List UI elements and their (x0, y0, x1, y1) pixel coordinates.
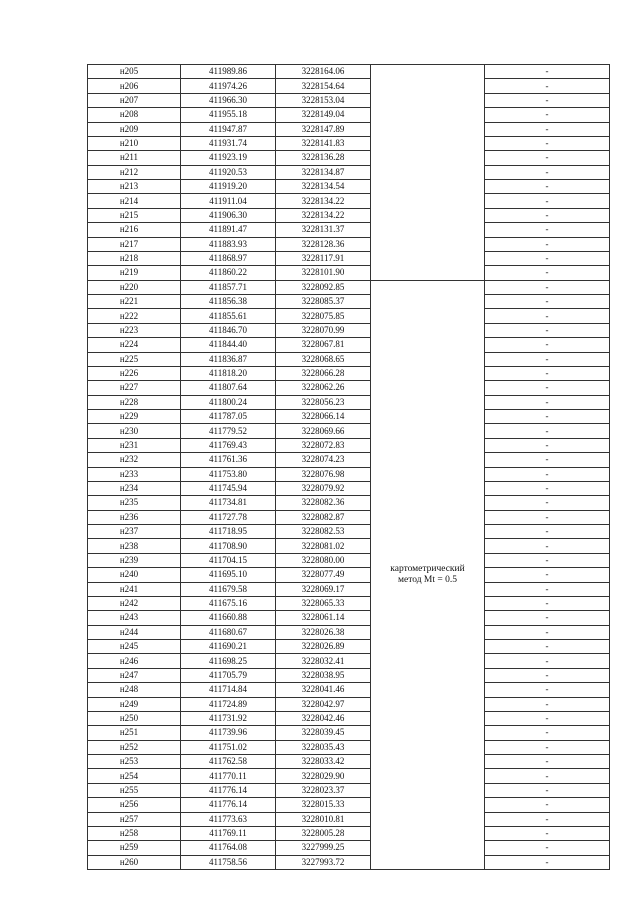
point-id-cell: н259 (88, 841, 181, 855)
error-cell: - (485, 251, 610, 265)
method-cell-upper (371, 65, 485, 281)
point-id-cell: н241 (88, 582, 181, 596)
table-row (88, 755, 610, 769)
x-coordinate-cell: 411906.30 (181, 208, 276, 222)
table-row (88, 266, 610, 280)
point-id-cell: н219 (88, 266, 181, 280)
y-coordinate-cell: 3228164.06 (276, 65, 371, 79)
y-coordinate-cell: 3228081.02 (276, 539, 371, 553)
y-coordinate-cell: 3227999.25 (276, 841, 371, 855)
table-row (88, 180, 610, 194)
error-cell: - (485, 438, 610, 452)
x-coordinate-cell: 411745.94 (181, 481, 276, 495)
table-row (88, 697, 610, 711)
y-coordinate-cell: 3228082.36 (276, 496, 371, 510)
table-row (88, 783, 610, 797)
y-coordinate-cell: 3228136.28 (276, 151, 371, 165)
table-row (88, 309, 610, 323)
y-coordinate-cell: 3228038.95 (276, 668, 371, 682)
x-coordinate-cell: 411776.14 (181, 783, 276, 797)
table-row (88, 165, 610, 179)
y-coordinate-cell: 3228066.28 (276, 366, 371, 380)
point-id-cell: н258 (88, 826, 181, 840)
table-row (88, 525, 610, 539)
x-coordinate-cell: 411868.97 (181, 251, 276, 265)
error-cell: - (485, 539, 610, 553)
x-coordinate-cell: 411818.20 (181, 366, 276, 380)
table-row (88, 79, 610, 93)
point-id-cell: н257 (88, 812, 181, 826)
error-cell: - (485, 568, 610, 582)
y-coordinate-cell: 3228128.36 (276, 237, 371, 251)
y-coordinate-cell: 3228010.81 (276, 812, 371, 826)
point-id-cell: н229 (88, 410, 181, 424)
table-row (88, 424, 610, 438)
point-id-cell: н212 (88, 165, 181, 179)
table-row (88, 841, 610, 855)
error-cell: - (485, 151, 610, 165)
x-coordinate-cell: 411704.15 (181, 553, 276, 567)
y-coordinate-cell: 3228154.64 (276, 79, 371, 93)
point-id-cell: н252 (88, 740, 181, 754)
error-cell: - (485, 453, 610, 467)
point-id-cell: н209 (88, 122, 181, 136)
x-coordinate-cell: 411779.52 (181, 424, 276, 438)
table-row (88, 611, 610, 625)
error-cell: - (485, 338, 610, 352)
error-cell: - (485, 812, 610, 826)
y-coordinate-cell: 3228147.89 (276, 122, 371, 136)
table-row (88, 467, 610, 481)
error-cell: - (485, 352, 610, 366)
point-id-cell: н254 (88, 769, 181, 783)
point-id-cell: н214 (88, 194, 181, 208)
point-id-cell: н230 (88, 424, 181, 438)
x-coordinate-cell: 411727.78 (181, 510, 276, 524)
x-coordinate-cell: 411857.71 (181, 280, 276, 294)
error-cell: - (485, 553, 610, 567)
point-id-cell: н218 (88, 251, 181, 265)
y-coordinate-cell: 3228005.28 (276, 826, 371, 840)
table-row (88, 539, 610, 553)
point-id-cell: н253 (88, 755, 181, 769)
point-id-cell: н231 (88, 438, 181, 452)
error-cell: - (485, 611, 610, 625)
error-cell: - (485, 366, 610, 380)
point-id-cell: н226 (88, 366, 181, 380)
x-coordinate-cell: 411698.25 (181, 654, 276, 668)
x-coordinate-cell: 411947.87 (181, 122, 276, 136)
y-coordinate-cell: 3228131.37 (276, 223, 371, 237)
y-coordinate-cell: 3228080.00 (276, 553, 371, 567)
error-cell: - (485, 826, 610, 840)
x-coordinate-cell: 411856.38 (181, 295, 276, 309)
x-coordinate-cell: 411769.43 (181, 438, 276, 452)
table-row (88, 237, 610, 251)
x-coordinate-cell: 411751.02 (181, 740, 276, 754)
y-coordinate-cell: 3228074.23 (276, 453, 371, 467)
table-row (88, 295, 610, 309)
error-cell: - (485, 208, 610, 222)
table-row (88, 798, 610, 812)
error-cell: - (485, 640, 610, 654)
error-cell: - (485, 108, 610, 122)
point-id-cell: н228 (88, 395, 181, 409)
error-cell: - (485, 496, 610, 510)
point-id-cell: н225 (88, 352, 181, 366)
table-row (88, 194, 610, 208)
x-coordinate-cell: 411764.08 (181, 841, 276, 855)
y-coordinate-cell: 3228032.41 (276, 654, 371, 668)
y-coordinate-cell: 3228134.87 (276, 165, 371, 179)
table-row (88, 654, 610, 668)
point-id-cell: н238 (88, 539, 181, 553)
error-cell: - (485, 582, 610, 596)
x-coordinate-cell: 411714.84 (181, 683, 276, 697)
error-cell: - (485, 165, 610, 179)
point-id-cell: н235 (88, 496, 181, 510)
x-coordinate-cell: 411955.18 (181, 108, 276, 122)
y-coordinate-cell: 3228077.49 (276, 568, 371, 582)
y-coordinate-cell: 3228085.37 (276, 295, 371, 309)
point-id-cell: н251 (88, 726, 181, 740)
error-cell: - (485, 266, 610, 280)
error-cell: - (485, 237, 610, 251)
point-id-cell: н223 (88, 323, 181, 337)
point-id-cell: н237 (88, 525, 181, 539)
x-coordinate-cell: 411679.58 (181, 582, 276, 596)
x-coordinate-cell: 411919.20 (181, 180, 276, 194)
table-row (88, 280, 610, 294)
error-cell: - (485, 136, 610, 150)
y-coordinate-cell: 3228134.54 (276, 180, 371, 194)
x-coordinate-cell: 411989.86 (181, 65, 276, 79)
point-id-cell: н240 (88, 568, 181, 582)
error-cell: - (485, 596, 610, 610)
table-row (88, 151, 610, 165)
point-id-cell: н206 (88, 79, 181, 93)
error-cell: - (485, 223, 610, 237)
point-id-cell: н236 (88, 510, 181, 524)
table-row (88, 568, 610, 582)
table-row (88, 323, 610, 337)
y-coordinate-cell: 3228061.14 (276, 611, 371, 625)
y-coordinate-cell: 3228101.90 (276, 266, 371, 280)
x-coordinate-cell: 411718.95 (181, 525, 276, 539)
error-cell: - (485, 769, 610, 783)
x-coordinate-cell: 411690.21 (181, 640, 276, 654)
error-cell: - (485, 711, 610, 725)
x-coordinate-cell: 411860.22 (181, 266, 276, 280)
error-cell: - (485, 683, 610, 697)
x-coordinate-cell: 411770.11 (181, 769, 276, 783)
table-row (88, 812, 610, 826)
point-id-cell: н244 (88, 625, 181, 639)
error-cell: - (485, 755, 610, 769)
y-coordinate-cell: 3228029.90 (276, 769, 371, 783)
point-id-cell: н227 (88, 381, 181, 395)
table-row (88, 65, 610, 79)
point-id-cell: н232 (88, 453, 181, 467)
y-coordinate-cell: 3228141.83 (276, 136, 371, 150)
error-cell: - (485, 625, 610, 639)
x-coordinate-cell: 411761.36 (181, 453, 276, 467)
point-id-cell: н217 (88, 237, 181, 251)
table-row (88, 510, 610, 524)
point-id-cell: н249 (88, 697, 181, 711)
y-coordinate-cell: 3228042.97 (276, 697, 371, 711)
x-coordinate-cell: 411911.04 (181, 194, 276, 208)
x-coordinate-cell: 411920.53 (181, 165, 276, 179)
table-row (88, 338, 610, 352)
error-cell: - (485, 798, 610, 812)
y-coordinate-cell: 3228070.99 (276, 323, 371, 337)
y-coordinate-cell: 3228041.46 (276, 683, 371, 697)
x-coordinate-cell: 411660.88 (181, 611, 276, 625)
y-coordinate-cell: 3228149.04 (276, 108, 371, 122)
point-id-cell: н245 (88, 640, 181, 654)
x-coordinate-cell: 411773.63 (181, 812, 276, 826)
x-coordinate-cell: 411675.16 (181, 596, 276, 610)
error-cell: - (485, 855, 610, 869)
error-cell: - (485, 410, 610, 424)
y-coordinate-cell: 3227993.72 (276, 855, 371, 869)
x-coordinate-cell: 411966.30 (181, 93, 276, 107)
error-cell: - (485, 280, 610, 294)
table-row (88, 496, 610, 510)
table-row (88, 726, 610, 740)
point-id-cell: н216 (88, 223, 181, 237)
y-coordinate-cell: 3228134.22 (276, 208, 371, 222)
error-cell: - (485, 525, 610, 539)
method-label-line2: метод Mt = 0.5 (397, 574, 457, 585)
x-coordinate-cell: 411855.61 (181, 309, 276, 323)
x-coordinate-cell: 411807.64 (181, 381, 276, 395)
error-cell: - (485, 93, 610, 107)
x-coordinate-cell: 411708.90 (181, 539, 276, 553)
x-coordinate-cell: 411762.58 (181, 755, 276, 769)
error-cell: - (485, 323, 610, 337)
method-label-line1: картометрический (390, 563, 465, 574)
y-coordinate-cell: 3228069.17 (276, 582, 371, 596)
error-cell: - (485, 424, 610, 438)
point-id-cell: н221 (88, 295, 181, 309)
error-cell: - (485, 395, 610, 409)
coordinates-table (87, 64, 610, 870)
point-id-cell: н210 (88, 136, 181, 150)
table-row (88, 453, 610, 467)
point-id-cell: н205 (88, 65, 181, 79)
table-row (88, 683, 610, 697)
error-cell: - (485, 180, 610, 194)
x-coordinate-cell: 411800.24 (181, 395, 276, 409)
table-row (88, 582, 610, 596)
y-coordinate-cell: 3228026.89 (276, 640, 371, 654)
x-coordinate-cell: 411695.10 (181, 568, 276, 582)
method-cell (371, 280, 485, 869)
point-id-cell: н207 (88, 93, 181, 107)
error-cell: - (485, 783, 610, 797)
error-cell: - (485, 841, 610, 855)
table-row (88, 596, 610, 610)
y-coordinate-cell: 3228042.46 (276, 711, 371, 725)
table-row (88, 553, 610, 567)
table-row (88, 366, 610, 380)
table-row (88, 711, 610, 725)
y-coordinate-cell: 3228076.98 (276, 467, 371, 481)
x-coordinate-cell: 411776.14 (181, 798, 276, 812)
point-id-cell: н256 (88, 798, 181, 812)
point-id-cell: н239 (88, 553, 181, 567)
point-id-cell: н234 (88, 481, 181, 495)
x-coordinate-cell: 411931.74 (181, 136, 276, 150)
x-coordinate-cell: 411844.40 (181, 338, 276, 352)
error-cell: - (485, 467, 610, 481)
table-row (88, 136, 610, 150)
point-id-cell: н260 (88, 855, 181, 869)
x-coordinate-cell: 411758.56 (181, 855, 276, 869)
y-coordinate-cell: 3228015.33 (276, 798, 371, 812)
table-row (88, 410, 610, 424)
coordinates-table-body (88, 65, 610, 870)
y-coordinate-cell: 3228082.53 (276, 525, 371, 539)
point-id-cell: н208 (88, 108, 181, 122)
point-id-cell: н222 (88, 309, 181, 323)
point-id-cell: н211 (88, 151, 181, 165)
y-coordinate-cell: 3228069.66 (276, 424, 371, 438)
error-cell: - (485, 668, 610, 682)
table-row (88, 208, 610, 222)
x-coordinate-cell: 411739.96 (181, 726, 276, 740)
x-coordinate-cell: 411753.80 (181, 467, 276, 481)
point-id-cell: н243 (88, 611, 181, 625)
x-coordinate-cell: 411705.79 (181, 668, 276, 682)
error-cell: - (485, 481, 610, 495)
error-cell: - (485, 510, 610, 524)
point-id-cell: н246 (88, 654, 181, 668)
y-coordinate-cell: 3228056.23 (276, 395, 371, 409)
error-cell: - (485, 726, 610, 740)
table-row (88, 223, 610, 237)
table-row (88, 108, 610, 122)
error-cell: - (485, 309, 610, 323)
x-coordinate-cell: 411724.89 (181, 697, 276, 711)
y-coordinate-cell: 3228134.22 (276, 194, 371, 208)
point-id-cell: н247 (88, 668, 181, 682)
y-coordinate-cell: 3228066.14 (276, 410, 371, 424)
y-coordinate-cell: 3228082.87 (276, 510, 371, 524)
x-coordinate-cell: 411680.67 (181, 625, 276, 639)
y-coordinate-cell: 3228068.65 (276, 352, 371, 366)
table-row (88, 395, 610, 409)
y-coordinate-cell: 3228023.37 (276, 783, 371, 797)
y-coordinate-cell: 3228033.42 (276, 755, 371, 769)
point-id-cell: н233 (88, 467, 181, 481)
x-coordinate-cell: 411891.47 (181, 223, 276, 237)
point-id-cell: н242 (88, 596, 181, 610)
point-id-cell: н213 (88, 180, 181, 194)
table-row (88, 640, 610, 654)
point-id-cell: н224 (88, 338, 181, 352)
error-cell: - (485, 65, 610, 79)
table-row (88, 740, 610, 754)
x-coordinate-cell: 411769.11 (181, 826, 276, 840)
error-cell: - (485, 381, 610, 395)
point-id-cell: н250 (88, 711, 181, 725)
y-coordinate-cell: 3228039.45 (276, 726, 371, 740)
table-row (88, 352, 610, 366)
table-row (88, 625, 610, 639)
table-row (88, 668, 610, 682)
table-row (88, 122, 610, 136)
table-row (88, 438, 610, 452)
point-id-cell: н255 (88, 783, 181, 797)
x-coordinate-cell: 411846.70 (181, 323, 276, 337)
point-id-cell: н215 (88, 208, 181, 222)
x-coordinate-cell: 411787.05 (181, 410, 276, 424)
y-coordinate-cell: 3228062.26 (276, 381, 371, 395)
table-row (88, 381, 610, 395)
y-coordinate-cell: 3228079.92 (276, 481, 371, 495)
x-coordinate-cell: 411923.19 (181, 151, 276, 165)
x-coordinate-cell: 411883.93 (181, 237, 276, 251)
error-cell: - (485, 79, 610, 93)
y-coordinate-cell: 3228075.85 (276, 309, 371, 323)
error-cell: - (485, 295, 610, 309)
x-coordinate-cell: 411731.92 (181, 711, 276, 725)
y-coordinate-cell: 3228072.83 (276, 438, 371, 452)
y-coordinate-cell: 3228092.85 (276, 280, 371, 294)
table-row (88, 93, 610, 107)
y-coordinate-cell: 3228117.91 (276, 251, 371, 265)
error-cell: - (485, 654, 610, 668)
point-id-cell: н220 (88, 280, 181, 294)
y-coordinate-cell: 3228035.43 (276, 740, 371, 754)
error-cell: - (485, 194, 610, 208)
table-row (88, 769, 610, 783)
table-row (88, 826, 610, 840)
y-coordinate-cell: 3228067.81 (276, 338, 371, 352)
x-coordinate-cell: 411974.26 (181, 79, 276, 93)
x-coordinate-cell: 411836.87 (181, 352, 276, 366)
error-cell: - (485, 697, 610, 711)
error-cell: - (485, 122, 610, 136)
y-coordinate-cell: 3228026.38 (276, 625, 371, 639)
table-row (88, 251, 610, 265)
table-row (88, 855, 610, 869)
point-id-cell: н248 (88, 683, 181, 697)
error-cell: - (485, 740, 610, 754)
y-coordinate-cell: 3228153.04 (276, 93, 371, 107)
y-coordinate-cell: 3228065.33 (276, 596, 371, 610)
table-row (88, 481, 610, 495)
x-coordinate-cell: 411734.81 (181, 496, 276, 510)
